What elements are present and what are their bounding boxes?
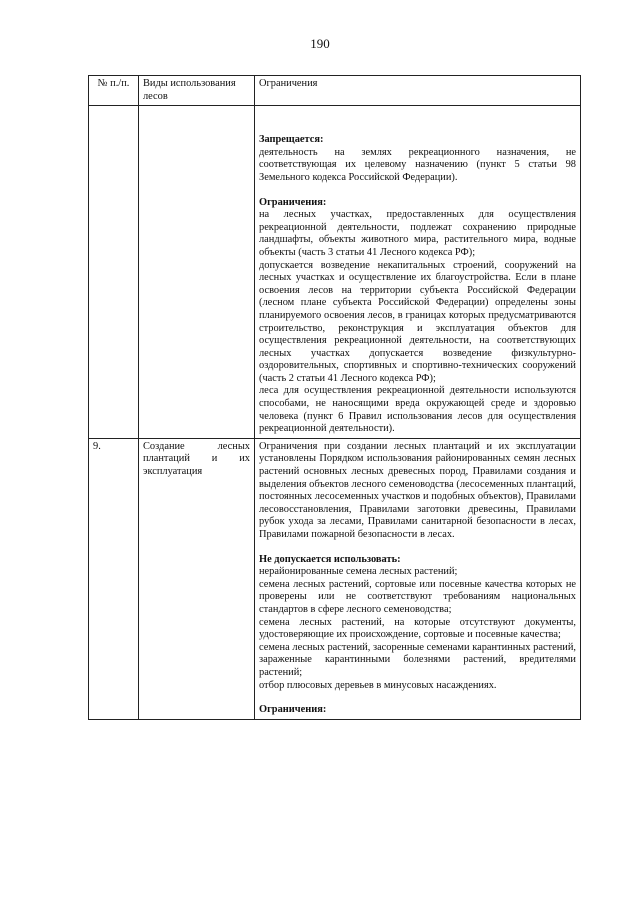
header-number: № п./п. [89,76,139,106]
not-allowed-item: семена лесных растений, сортовые или посевные качества которых не проверены или не соответствуют требованиям национальных стандартов в сфере лесного семеноводства; [259,578,576,615]
restrictions-table [88,75,581,720]
not-allowed-item: отбор плюсовых деревьев в минусовых насаждениях. [259,679,497,691]
cell-type-empty [139,106,255,439]
row9-restrictions-heading: Ограничения: [259,704,327,716]
page-number: 190 [310,36,330,51]
restriction-paragraph: на лесных участках, предоставленных для осуществления рекреационной деятельности, подлежат сохранению природные ландшафты, объекты животного мира, растительного мира, водные объекты (часть 3 статьи 41 Лесного кодекса РФ); [259,209,576,258]
cell-number: 9. [89,438,139,719]
restriction-paragraph: леса для осуществления рекреационной деятельности используются способами, не наносящими вреда окружающей среде и здоровью человека (пункт 6 Правил использования лесов для осуществления рекреационной деятельности). [259,385,576,435]
header-usage-type: Виды использования лесов [139,76,255,106]
not-allowed-item: семена лесных растений, засоренные семенами карантинных растений, зараженные карантинными болезнями растений, вредителями растений; [259,641,576,678]
header-restrictions: Ограничения [255,76,581,106]
not-allowed-item: нерайонированные семена лесных растений; [259,566,458,578]
table-row-continued [89,106,581,439]
not-allowed-item: семена лесных растений, на которые отсутствуют документы, удостоверяющие их происхождение, сортовые и посевные качества; [259,616,576,641]
table-header-row [89,76,581,106]
cell-restrictions [255,438,581,719]
not-allowed-heading: Не допускается использовать: [259,553,401,565]
cell-number-empty [89,106,139,439]
prohibited-text: деятельность на землях рекреационного назначения, не соответствующая их целевому назначению (пункт 5 статьи 98 Земельного кодекса Российской Федерации). [259,146,576,183]
intro-text: Ограничения при создании лесных плантаций и их эксплуатации установлены Порядком использования районированных семян лесных растений основных лесных древесных пород, Правилами создания и выделения объектов лесного семеноводства (лесосеменных плантаций, постоянных лесосеменных участков и подобных объектов), Правилами лесовосстановления, Правилами заготовки древесины, Правилами рубок ухода за лесами, Правилами санитарной безопасности в лесах, Правилами пожарной безопасности в лесах. [259,440,576,540]
prohibited-heading: Запрещается: [259,134,324,146]
restrictions-heading: Ограничения: [259,196,327,208]
table-row-9 [89,438,581,719]
cell-usage-type: Создание лесных плантаций и их эксплуатация [139,438,255,719]
cell-restrictions-continued [255,106,581,439]
restriction-paragraph: допускается возведение некапитальных строений, сооружений на лесных участках и осуществление их благоустройства. Если в плане освоения лесов на территории субъекта Российской Федерации (лесном плане субъекта Российской Федерации) определены зоны планируемого освоения лесов, в границах которых предусматриваются строительство, реконструкция и эксплуатация объектов для осуществления рекреационной деятельности, на соответствующих лесных участках допускается возведение физкультурно-оздоровительных, спортивных и спортивно-технических сооружений (часть 2 статьи 41 Лесного кодекса РФ); [259,259,576,384]
